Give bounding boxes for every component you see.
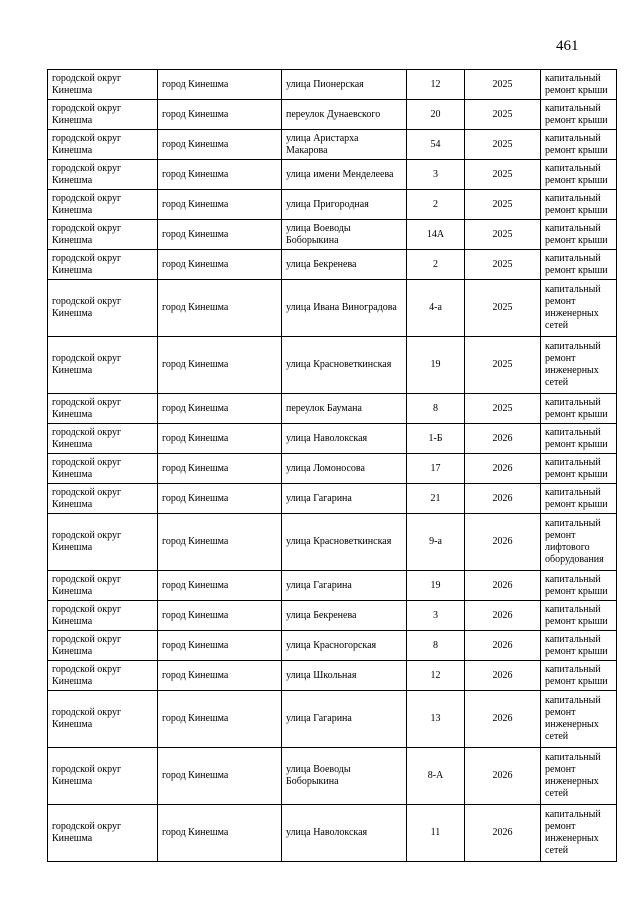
city-cell: город Кинешма xyxy=(158,601,282,631)
city-cell: город Кинешма xyxy=(158,454,282,484)
work-type-cell: капитальный ремонт крыши xyxy=(541,100,617,130)
year-cell: 2026 xyxy=(465,424,541,454)
municipality-cell: городской округ Кинешма xyxy=(48,631,158,661)
year-cell: 2026 xyxy=(465,661,541,691)
street-cell: улица Пионерская xyxy=(282,70,407,100)
city-cell: город Кинешма xyxy=(158,337,282,394)
street-cell: улица Пригородная xyxy=(282,190,407,220)
street-cell: улица Наволокская xyxy=(282,805,407,862)
street-cell: улица Красногорская xyxy=(282,631,407,661)
table-row xyxy=(48,571,617,601)
city-cell: город Кинешма xyxy=(158,190,282,220)
house-number-cell: 2 xyxy=(407,190,465,220)
work-type-cell: капитальный ремонт крыши xyxy=(541,424,617,454)
work-type-cell: капитальный ремонт инженерных сетей xyxy=(541,337,617,394)
table-row xyxy=(48,631,617,661)
work-type-cell: капитальный ремонт крыши xyxy=(541,130,617,160)
street-cell: улица Аристарха Макарова xyxy=(282,130,407,160)
work-type-cell: капитальный ремонт инженерных сетей xyxy=(541,691,617,748)
municipality-cell: городской округ Кинешма xyxy=(48,661,158,691)
municipality-cell: городской округ Кинешма xyxy=(48,190,158,220)
year-cell: 2026 xyxy=(465,484,541,514)
table-row xyxy=(48,160,617,190)
table-row xyxy=(48,691,617,748)
table-row xyxy=(48,130,617,160)
municipality-cell: городской округ Кинешма xyxy=(48,571,158,601)
year-cell: 2025 xyxy=(465,280,541,337)
year-cell: 2025 xyxy=(465,250,541,280)
municipality-cell: городской округ Кинешма xyxy=(48,424,158,454)
city-cell: город Кинешма xyxy=(158,484,282,514)
work-type-cell: капитальный ремонт крыши xyxy=(541,250,617,280)
table-row xyxy=(48,100,617,130)
city-cell: город Кинешма xyxy=(158,661,282,691)
table-row xyxy=(48,454,617,484)
table-row xyxy=(48,280,617,337)
municipality-cell: городской округ Кинешма xyxy=(48,484,158,514)
year-cell: 2026 xyxy=(465,454,541,484)
work-type-cell: капитальный ремонт крыши xyxy=(541,661,617,691)
municipality-cell: городской округ Кинешма xyxy=(48,70,158,100)
work-type-cell: капитальный ремонт инженерных сетей xyxy=(541,748,617,805)
table-row xyxy=(48,337,617,394)
year-cell: 2026 xyxy=(465,748,541,805)
table-row xyxy=(48,661,617,691)
work-type-cell: капитальный ремонт крыши xyxy=(541,454,617,484)
house-number-cell: 4-а xyxy=(407,280,465,337)
house-number-cell: 21 xyxy=(407,484,465,514)
house-number-cell: 8 xyxy=(407,394,465,424)
municipality-cell: городской округ Кинешма xyxy=(48,280,158,337)
city-cell: город Кинешма xyxy=(158,394,282,424)
house-number-cell: 20 xyxy=(407,100,465,130)
city-cell: город Кинешма xyxy=(158,424,282,454)
city-cell: город Кинешма xyxy=(158,70,282,100)
house-number-cell: 19 xyxy=(407,337,465,394)
municipality-cell: городской округ Кинешма xyxy=(48,100,158,130)
street-cell: улица Красноветкинская xyxy=(282,337,407,394)
work-type-cell: капитальный ремонт крыши xyxy=(541,160,617,190)
city-cell: город Кинешма xyxy=(158,571,282,601)
municipality-cell: городской округ Кинешма xyxy=(48,394,158,424)
work-type-cell: капитальный ремонт крыши xyxy=(541,220,617,250)
year-cell: 2026 xyxy=(465,805,541,862)
year-cell: 2025 xyxy=(465,190,541,220)
house-number-cell: 3 xyxy=(407,601,465,631)
municipality-cell: городской округ Кинешма xyxy=(48,805,158,862)
house-number-cell: 12 xyxy=(407,70,465,100)
year-cell: 2025 xyxy=(465,100,541,130)
city-cell: город Кинешма xyxy=(158,691,282,748)
work-type-cell: капитальный ремонт крыши xyxy=(541,190,617,220)
municipality-cell: городской округ Кинешма xyxy=(48,454,158,484)
street-cell: улица Воеводы Боборыкина xyxy=(282,748,407,805)
municipality-cell: городской округ Кинешма xyxy=(48,748,158,805)
table-row xyxy=(48,805,617,862)
street-cell: улица Школьная xyxy=(282,661,407,691)
work-type-cell: капитальный ремонт крыши xyxy=(541,70,617,100)
municipality-cell: городской округ Кинешма xyxy=(48,250,158,280)
house-number-cell: 8 xyxy=(407,631,465,661)
street-cell: переулок Дунаевского xyxy=(282,100,407,130)
house-number-cell: 19 xyxy=(407,571,465,601)
city-cell: город Кинешма xyxy=(158,130,282,160)
municipality-cell: городской округ Кинешма xyxy=(48,220,158,250)
work-type-cell: капитальный ремонт крыши xyxy=(541,571,617,601)
house-number-cell: 12 xyxy=(407,661,465,691)
year-cell: 2025 xyxy=(465,160,541,190)
street-cell: улица Гагарина xyxy=(282,571,407,601)
year-cell: 2025 xyxy=(465,220,541,250)
table-row xyxy=(48,601,617,631)
street-cell: улица имени Менделеева xyxy=(282,160,407,190)
year-cell: 2025 xyxy=(465,394,541,424)
city-cell: город Кинешма xyxy=(158,220,282,250)
city-cell: город Кинешма xyxy=(158,631,282,661)
street-cell: улица Ивана Виноградова xyxy=(282,280,407,337)
municipality-cell: городской округ Кинешма xyxy=(48,514,158,571)
house-number-cell: 14А xyxy=(407,220,465,250)
table-row xyxy=(48,748,617,805)
city-cell: город Кинешма xyxy=(158,805,282,862)
street-cell: улица Бекренева xyxy=(282,601,407,631)
housing-repair-table xyxy=(47,69,617,862)
work-type-cell: капитальный ремонт крыши xyxy=(541,631,617,661)
year-cell: 2026 xyxy=(465,631,541,661)
city-cell: город Кинешма xyxy=(158,160,282,190)
house-number-cell: 2 xyxy=(407,250,465,280)
municipality-cell: городской округ Кинешма xyxy=(48,160,158,190)
street-cell: улица Наволокская xyxy=(282,424,407,454)
city-cell: город Кинешма xyxy=(158,514,282,571)
year-cell: 2026 xyxy=(465,571,541,601)
year-cell: 2025 xyxy=(465,70,541,100)
work-type-cell: капитальный ремонт крыши xyxy=(541,394,617,424)
street-cell: улица Гагарина xyxy=(282,691,407,748)
page-number: 461 xyxy=(556,38,579,54)
street-cell: улица Красноветкинская xyxy=(282,514,407,571)
municipality-cell: городской округ Кинешма xyxy=(48,601,158,631)
city-cell: город Кинешма xyxy=(158,250,282,280)
house-number-cell: 8-А xyxy=(407,748,465,805)
street-cell: улица Гагарина xyxy=(282,484,407,514)
street-cell: улица Бекренева xyxy=(282,250,407,280)
house-number-cell: 3 xyxy=(407,160,465,190)
table-row xyxy=(48,70,617,100)
table-row xyxy=(48,484,617,514)
table-row xyxy=(48,250,617,280)
work-type-cell: капитальный ремонт лифтового оборудования xyxy=(541,514,617,571)
house-number-cell: 11 xyxy=(407,805,465,862)
work-type-cell: капитальный ремонт инженерных сетей xyxy=(541,805,617,862)
house-number-cell: 17 xyxy=(407,454,465,484)
house-number-cell: 13 xyxy=(407,691,465,748)
municipality-cell: городской округ Кинешма xyxy=(48,337,158,394)
table-row xyxy=(48,220,617,250)
city-cell: город Кинешма xyxy=(158,748,282,805)
work-type-cell: капитальный ремонт крыши xyxy=(541,484,617,514)
year-cell: 2026 xyxy=(465,691,541,748)
year-cell: 2026 xyxy=(465,601,541,631)
year-cell: 2025 xyxy=(465,337,541,394)
house-number-cell: 9-а xyxy=(407,514,465,571)
street-cell: улица Воеводы Боборыкина xyxy=(282,220,407,250)
table-row xyxy=(48,190,617,220)
house-number-cell: 1-Б xyxy=(407,424,465,454)
year-cell: 2025 xyxy=(465,130,541,160)
street-cell: улица Ломоносова xyxy=(282,454,407,484)
table-row xyxy=(48,424,617,454)
work-type-cell: капитальный ремонт инженерных сетей xyxy=(541,280,617,337)
table-row xyxy=(48,394,617,424)
city-cell: город Кинешма xyxy=(158,100,282,130)
table-row xyxy=(48,514,617,571)
house-number-cell: 54 xyxy=(407,130,465,160)
work-type-cell: капитальный ремонт крыши xyxy=(541,601,617,631)
city-cell: город Кинешма xyxy=(158,280,282,337)
municipality-cell: городской округ Кинешма xyxy=(48,691,158,748)
municipality-cell: городской округ Кинешма xyxy=(48,130,158,160)
street-cell: переулок Баумана xyxy=(282,394,407,424)
year-cell: 2026 xyxy=(465,514,541,571)
